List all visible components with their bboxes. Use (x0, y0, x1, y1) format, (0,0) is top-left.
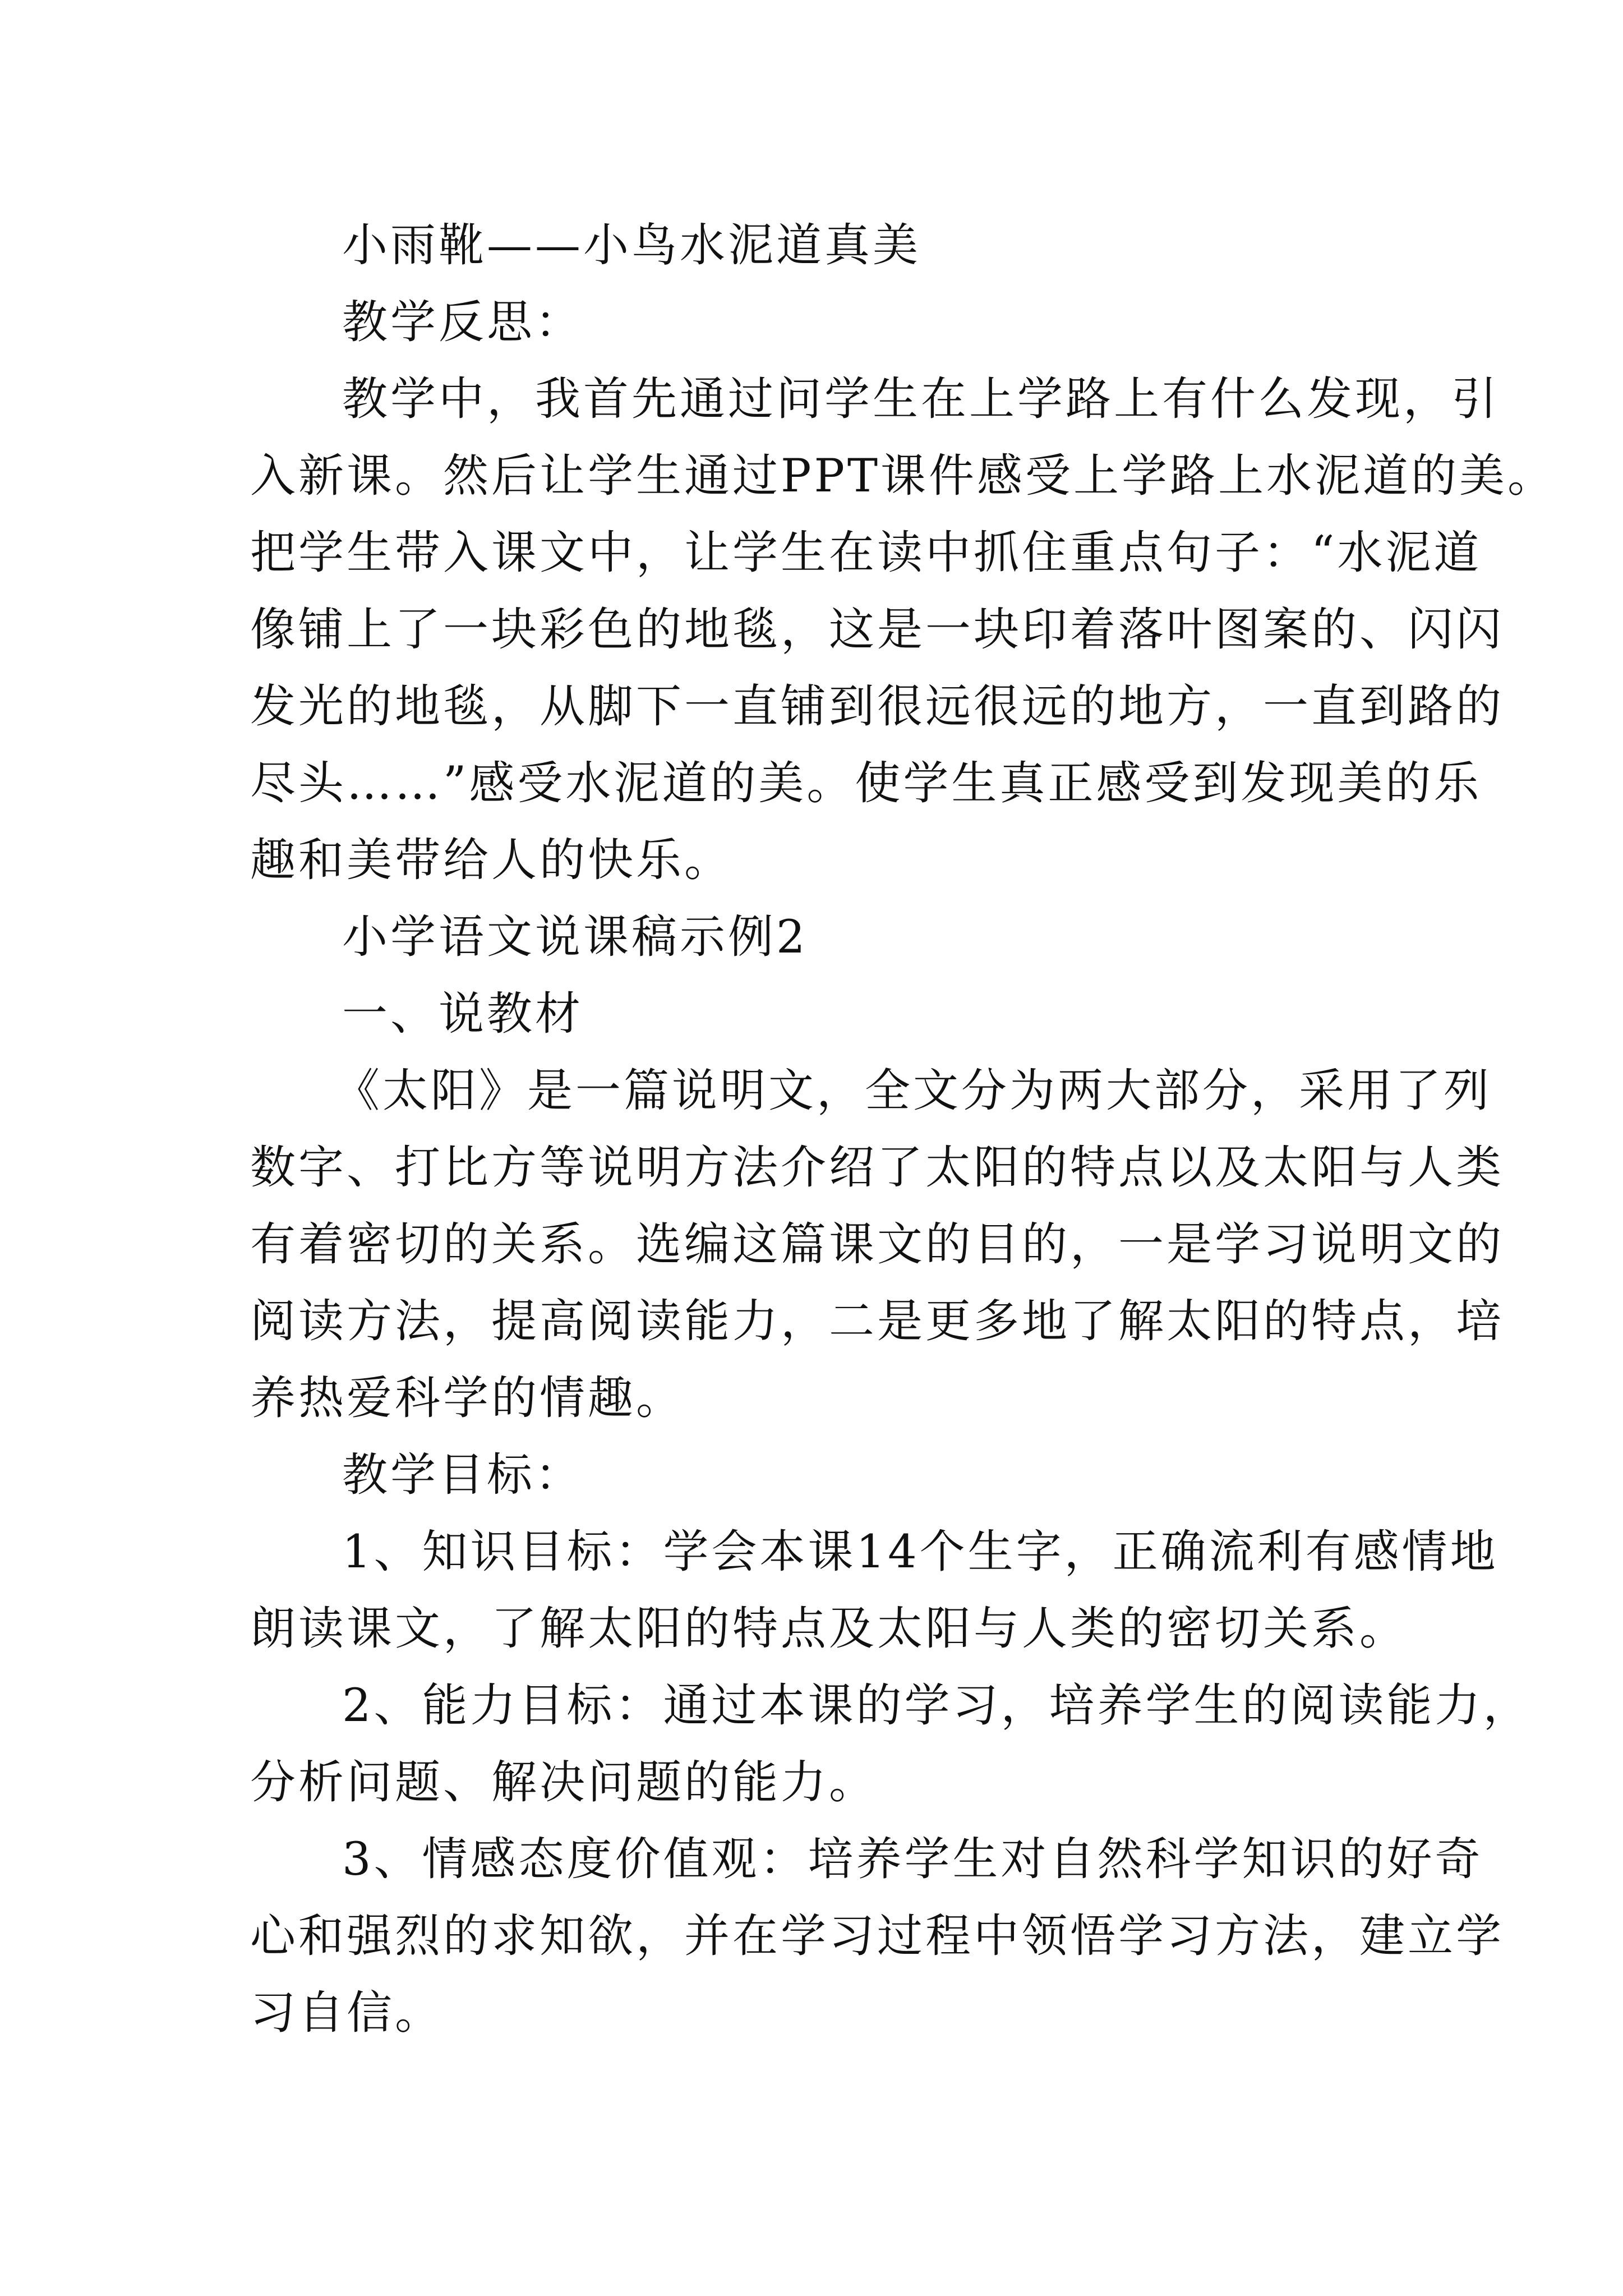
paragraph-line: 像铺上了一块彩色的地毯，这是一块印着落叶图案的、闪闪 (250, 604, 1505, 656)
section-heading: 教学目标： (342, 1449, 584, 1502)
paragraph-line: 把学生带入课文中，让学生在读中抓住重点句子：“水泥道 (250, 527, 1482, 579)
paragraph-line: 2、能力目标：通过本课的学习，培养学生的阅读能力， (342, 1680, 1532, 1732)
paragraph-line: 心和强烈的求知欲，并在学习过程中领悟学习方法，建立学 (250, 1910, 1505, 1963)
paragraph-line: 数字、打比方等说明方法介绍了太阳的特点以及太阳与人类 (250, 1142, 1505, 1194)
paragraph-line: 教学中，我首先通过问学生在上学路上有什么发现，引 (342, 373, 1500, 426)
paragraph-line: 习自信。 (250, 1987, 444, 2040)
paragraph-line: 《太阳》是一篇说明文，全文分为两大部分，采用了列 (334, 1065, 1492, 1117)
paragraph-line: 1、知识目标：学会本课14个生字，正确流利有感情地 (342, 1526, 1498, 1579)
paragraph-line: 阅读方法，提高阅读能力，二是更多地了解太阳的特点，培 (250, 1295, 1505, 1348)
paragraph-line: 朗读课文，了解太阳的特点及太阳与人类的密切关系。 (250, 1603, 1408, 1655)
paragraph-line: 养热爱科学的情趣。 (250, 1372, 685, 1425)
text-line: 教学反思： (342, 296, 584, 349)
paragraph-line: 分析问题、解决问题的能力。 (250, 1756, 878, 1809)
paragraph-line: 3、情感态度价值观：培养学生对自然科学知识的好奇 (342, 1833, 1483, 1886)
paragraph-line: 发光的地毯，从脚下一直铺到很远很远的地方，一直到路的 (250, 680, 1505, 733)
document-body (250, 208, 1556, 2052)
text-line: 小雨靴——小鸟水泥道真美 (342, 219, 921, 272)
paragraph-line: 入新课。然后让学生通过PPT课件感受上学路上水泥道的美。 (250, 450, 1556, 503)
section-title: 小学语文说课稿示例2 (342, 911, 808, 964)
section-heading: 一、说教材 (342, 988, 584, 1041)
paragraph-line: 尽头……”感受水泥道的美。使学生真正感受到发现美的乐 (250, 757, 1482, 810)
paragraph-line: 趣和美带给人的快乐。 (250, 834, 733, 887)
paragraph-line: 有着密切的关系。选编这篇课文的目的，一是学习说明文的 (250, 1218, 1505, 1271)
